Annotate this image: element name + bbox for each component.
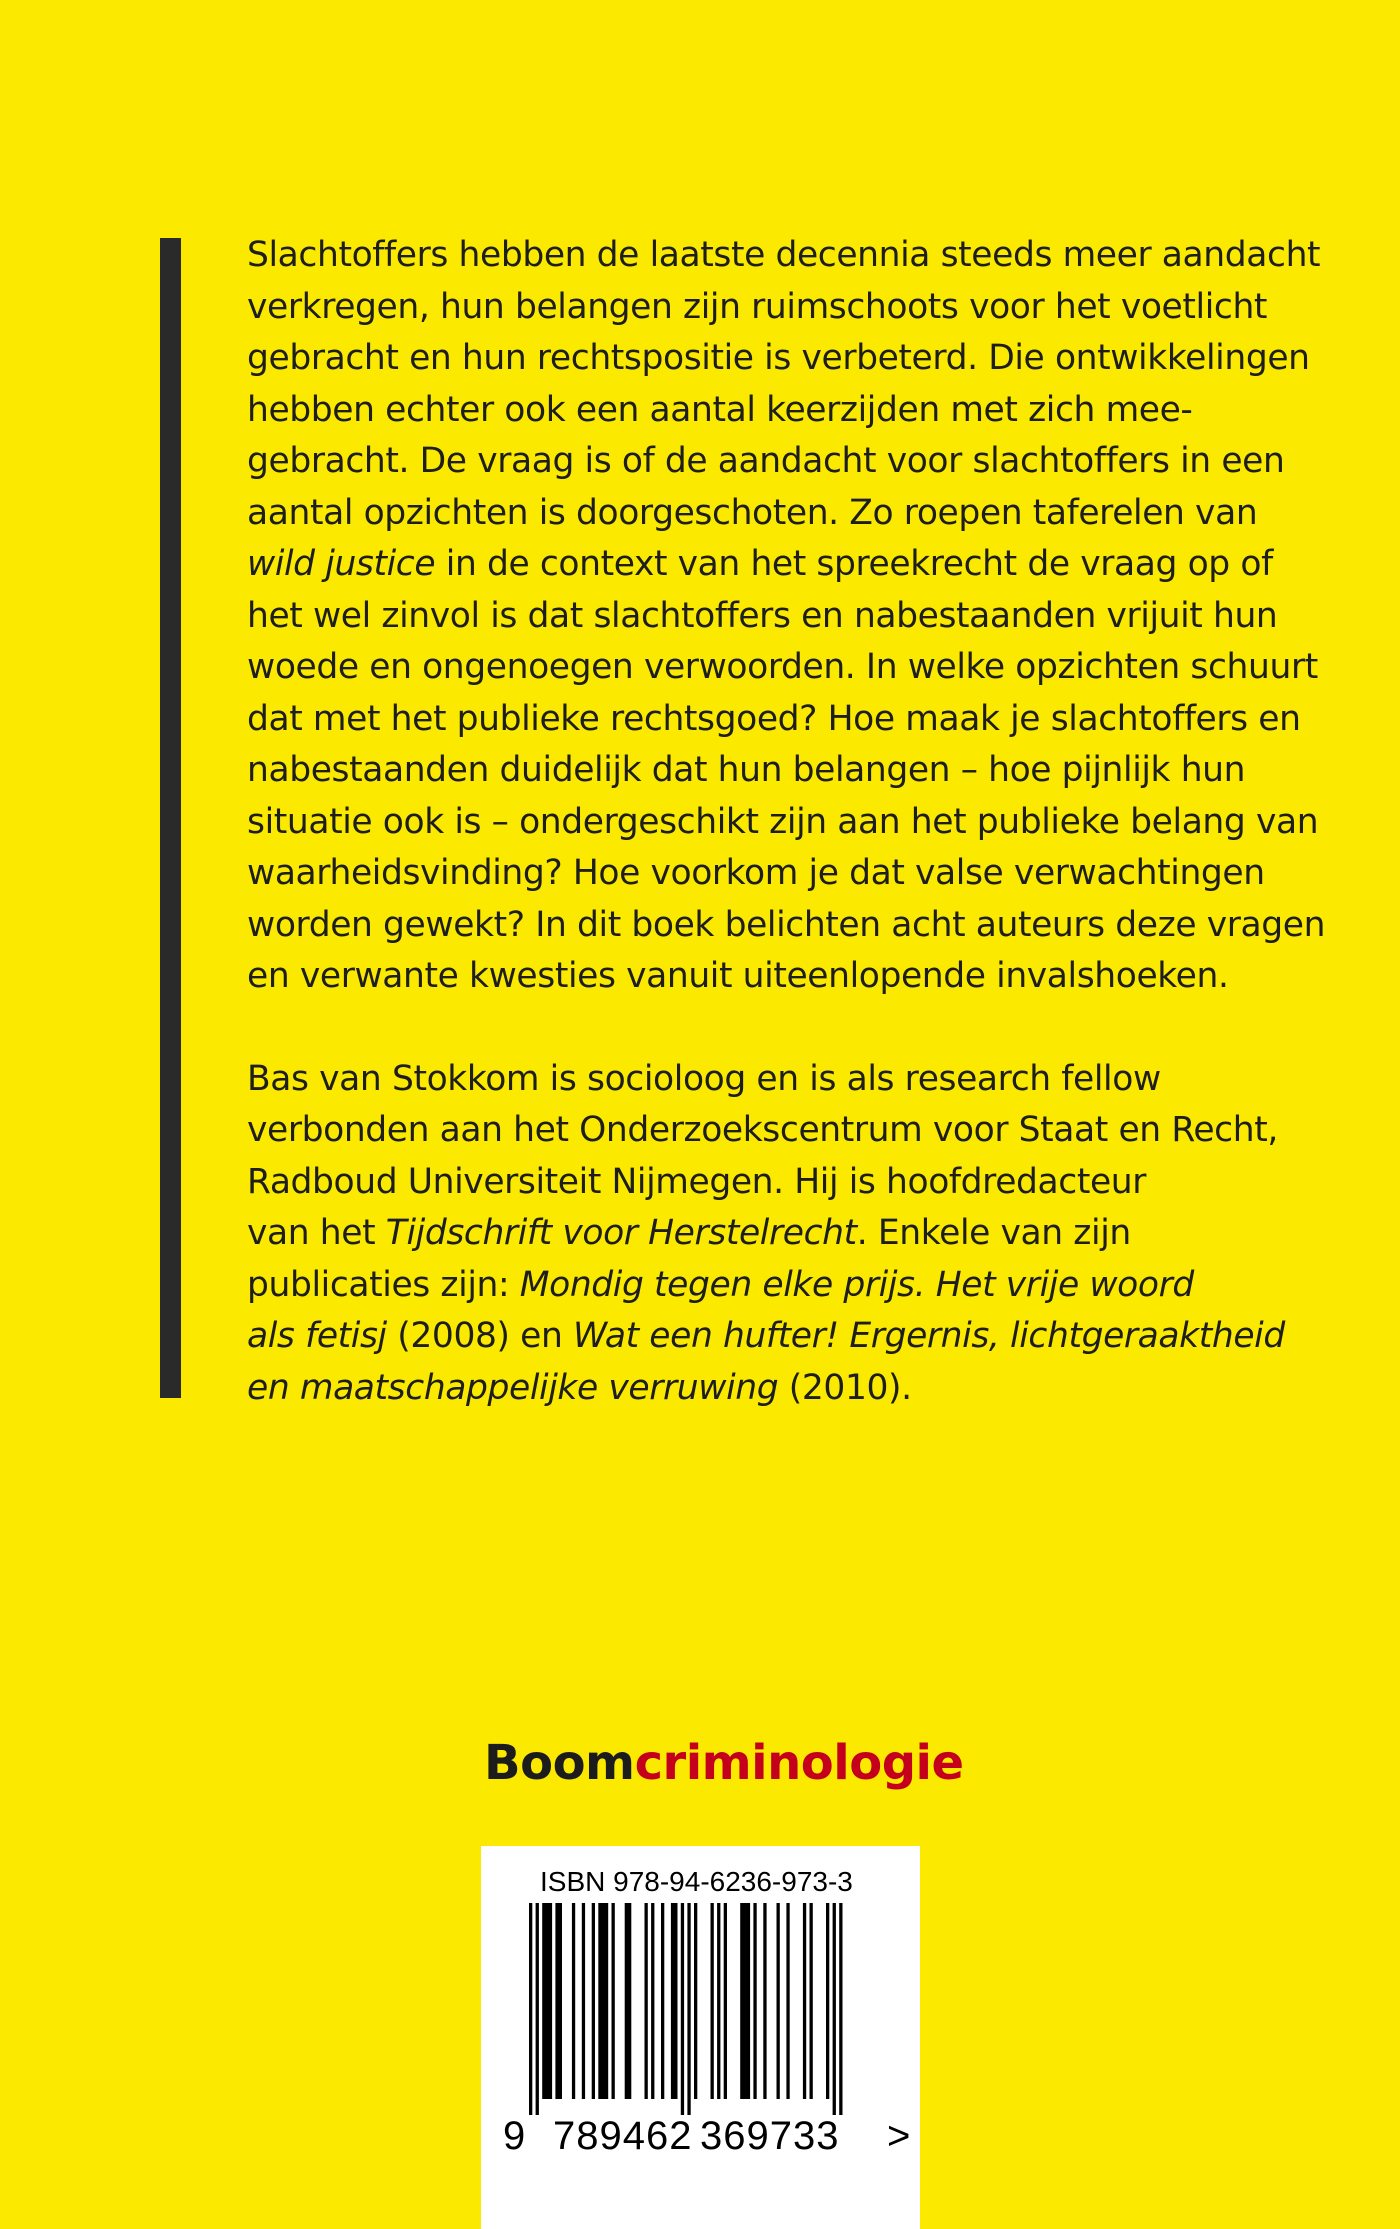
barcode-bar [598,1903,608,2099]
barcode-guard-bar [687,1903,690,2115]
barcode-guard-bar [839,1903,842,2115]
barcode-bar [671,1903,678,2099]
blurb-line: Slachtoffers hebben de laatste decennia steeds meer aandacht [247,235,1321,275]
blurb-line: worden gewekt? In dit boek belichten acht auteurs deze vragen [247,904,1326,945]
blurb-paragraph [247,230,1326,1003]
blurb-line [247,539,1273,591]
author-line [247,1311,1285,1363]
barcode-bar [612,1903,615,2099]
barcode-bar [645,1903,648,2099]
blurb-line: en verwante kwesties vanuit uiteenlopende invalshoeken. [247,956,1229,996]
barcode-bar [777,1903,780,2099]
barcode-bar [724,1903,727,2099]
blurb-italic-term: wild justice [247,544,436,584]
author-line: Bas van Stokkom is socioloog en is als research fellow [247,1058,1161,1099]
barcode-bar [786,1903,789,2099]
publisher-logo [484,1735,964,1791]
author-line [247,1363,1247,1415]
barcode-bar [753,1903,756,2099]
barcode-bar [572,1903,575,2099]
author-text: publicaties zijn: [247,1264,520,1305]
author-title-italic: als fetisj [247,1316,387,1356]
author-line: verbonden aan het Onderzoekscentrum voor Staat en Recht, [247,1110,1278,1150]
barcode-bar [661,1903,664,2099]
barcode-bar [592,1903,595,2099]
barcode-group-left: 789462 [553,2114,693,2158]
blurb-line: situatie ook is – ondergeschikt zijn aan het publieke belang van [247,801,1319,842]
blurb-line: verkregen, hun belangen zijn ruimschoots voor het voetlicht [247,286,1268,327]
blurb-line: gebracht en hun rechtspositie is verbeterd. Die ontwikkelingen [247,338,1310,378]
barcode-box [481,1846,920,2229]
barcode-bar [803,1903,806,2099]
isbn-label: ISBN 978-94-6236-973-3 [540,1866,853,1897]
blurb-line: aantal opzichten is doorgeschoten. Zo roepen taferelen van [247,492,1258,533]
blurb-line: nabestaanden duidelijk dat hun belangen – hoe pijnlijk hun [247,750,1246,790]
blurb-line: dat met het publieke rechtsgoed? Hoe maak je slachtoffers en [247,698,1301,739]
barcode-bars [503,1903,903,2115]
barcode-guard-bar [529,1903,532,2115]
blurb-line: gebracht. De vraag is of de aandacht voor slachtoffers in een [247,441,1285,481]
barcode-bar [740,1903,750,2099]
blurb-line: waarheidsvinding? Hoe voorkom je dat valse verwachtingen [247,853,1265,893]
barcode-guard-bar [833,1903,836,2115]
author-title-italic: Mondig tegen elke prijs. Het vrije woord [519,1264,1194,1305]
blurb-line: woede en ongenoegen verwoorden. In welke opzichten schuurt [247,647,1318,687]
barcode-bar [625,1903,632,2099]
barcode-guard-bar [681,1903,684,2115]
barcode-bar [826,1903,829,2099]
blurb-line: het wel zinvol is dat slachtoffers en nabestaanden vrijuit hun [247,595,1278,636]
barcode-bar [542,1903,552,2099]
author-line [247,1260,1247,1312]
side-bar [160,238,181,1398]
back-cover-text [247,230,1326,1414]
author-paragraph [247,1054,1285,1415]
author-text: (2010). [778,1367,912,1408]
barcode-group-right: 369733 [700,2114,840,2158]
barcode-bar [810,1903,813,2099]
author-line [247,1208,1247,1260]
author-line: Radboud Universiteit Nijmegen. Hij is hoofdredacteur [247,1161,1147,1202]
barcode-bar [694,1903,697,2099]
barcode-arrow: > [887,2114,911,2158]
barcode-bar [717,1903,720,2099]
blurb-line: hebben echter ook een aantal keerzijden met zich mee- [247,389,1193,430]
barcode-bar [582,1903,585,2099]
barcode-bar [651,1903,654,2099]
author-text: . Enkele van zijn [856,1213,1131,1253]
barcode-bar [711,1903,714,2099]
blurb-line-rest: in de context van het spreekrecht de vraag op of [435,544,1273,584]
author-text: (2008) en [386,1316,574,1356]
author-text: van het [247,1213,386,1253]
logo-boom: Boom [484,1735,635,1791]
barcode-bar [763,1903,766,2099]
author-title-italic: Tijdschrift voor Herstelrecht [385,1213,857,1253]
logo-criminologie: criminologie [634,1735,964,1791]
barcode-guard-bar [536,1903,539,2115]
author-title-italic: Wat een hufter! Ergernis, lichtgeraaktheid [573,1316,1285,1356]
author-title-italic: en maatschappelijke verruwing [247,1367,779,1408]
barcode-bar [555,1903,562,2099]
barcode-first-digit: 9 [503,2114,526,2158]
